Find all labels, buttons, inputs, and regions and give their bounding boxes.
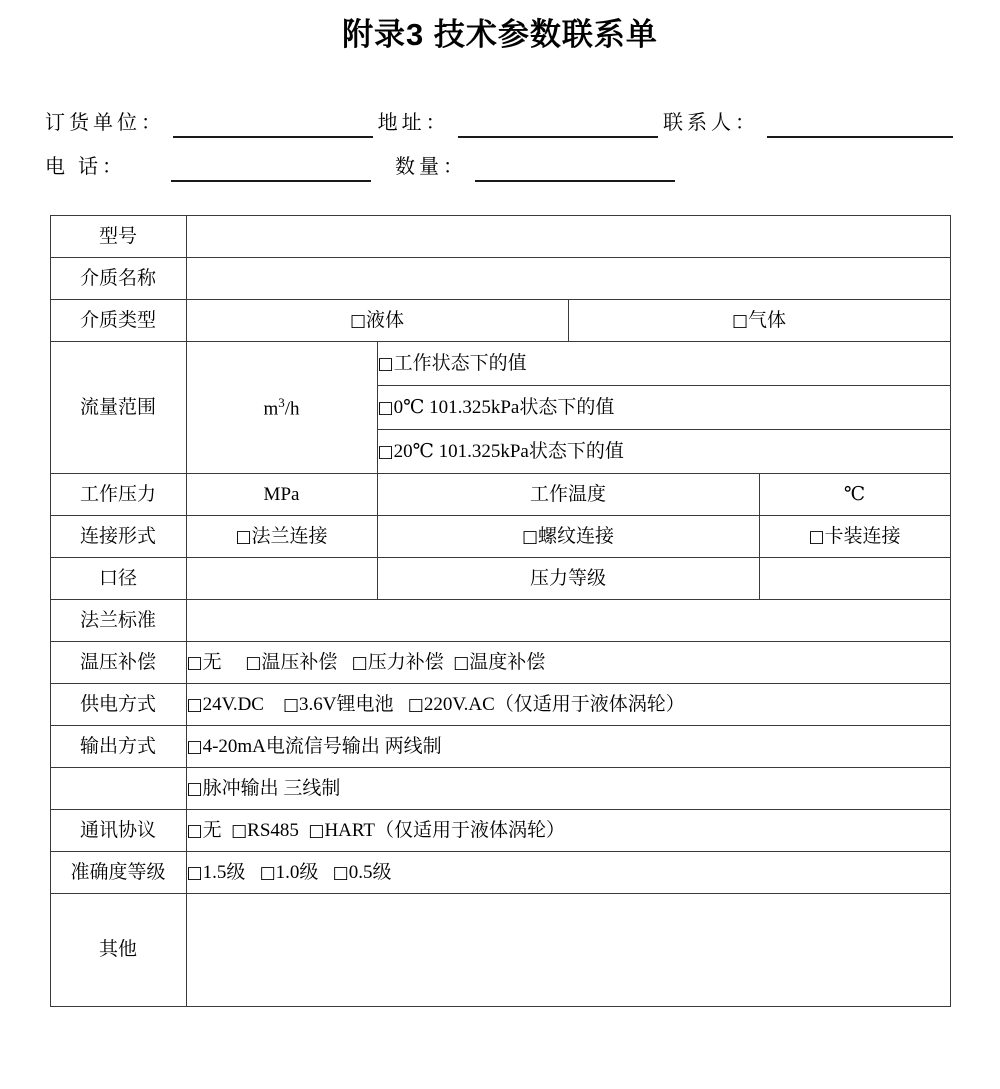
- table-row-protocol: [50, 810, 950, 852]
- checkbox-icon[interactable]: □: [186, 736, 203, 757]
- quantity-input[interactable]: [475, 154, 675, 182]
- row-label-temp-pressure-comp: 温压补偿: [50, 642, 186, 684]
- checkbox-label: 无: [202, 651, 222, 673]
- checkbox-icon[interactable]: □: [231, 820, 248, 841]
- checkbox-label: 0.5级: [348, 861, 392, 883]
- row-value-model[interactable]: [186, 216, 950, 258]
- table-row-flange-standard: [50, 600, 950, 642]
- checkbox-label: 1.5级: [202, 861, 246, 883]
- checkbox-label: 3.6V锂电池: [299, 693, 394, 715]
- checkbox-option-grade-05[interactable]: [333, 860, 392, 886]
- checkbox-label: 法兰连接: [251, 525, 328, 547]
- checkbox-option-0c-state[interactable]: [377, 386, 950, 430]
- address-input[interactable]: [458, 110, 658, 138]
- row-label-medium-name: 介质名称: [50, 258, 186, 300]
- table-row-output-type: [50, 726, 950, 768]
- table-row-power-supply: [50, 684, 950, 726]
- checkbox-label: 1.0级: [275, 861, 319, 883]
- checkbox-label: RS485: [247, 819, 299, 841]
- unit-superscript: 3: [278, 394, 285, 410]
- checkbox-option-p-comp[interactable]: [352, 650, 444, 676]
- checkbox-option-36v-battery[interactable]: [283, 692, 394, 718]
- row-label-medium-type: 介质类型: [50, 300, 186, 342]
- working-pressure-unit: MPa: [186, 474, 377, 516]
- flow-range-unit: [186, 342, 377, 474]
- checkbox-option-hart[interactable]: [308, 818, 565, 844]
- field-order-unit: [45, 110, 373, 138]
- checkbox-option-thread[interactable]: [377, 516, 759, 558]
- checkbox-label: 螺纹连接: [538, 525, 615, 547]
- header-fields: [0, 94, 1000, 182]
- checkbox-option-220vac[interactable]: [408, 692, 685, 718]
- checkbox-option-grade-10[interactable]: [260, 860, 319, 886]
- checkbox-label: 气体: [748, 309, 787, 331]
- checkbox-option-rs485[interactable]: [231, 818, 299, 844]
- checkbox-option-grade-15[interactable]: [187, 860, 246, 886]
- table-row-medium-type: [50, 300, 950, 342]
- checkbox-option-none[interactable]: [187, 650, 222, 676]
- pressure-grade-label: 压力等级: [377, 558, 759, 600]
- phone-input[interactable]: [171, 154, 371, 182]
- table-row-diameter: [50, 558, 950, 600]
- checkbox-icon[interactable]: □: [377, 353, 394, 374]
- contact-input[interactable]: [767, 110, 953, 138]
- checkbox-label: HART（仅适用于液体涡轮）: [324, 819, 566, 841]
- row-label-diameter: 口径: [50, 558, 186, 600]
- checkbox-option-t-comp[interactable]: [453, 650, 545, 676]
- row-label-flow-range: 流量范围: [50, 342, 186, 474]
- checkbox-icon[interactable]: □: [521, 526, 539, 547]
- page-title: 附录3 技术参数联系单: [342, 17, 658, 52]
- header-row-2: [45, 138, 953, 182]
- row-label-output-type-2: [50, 768, 186, 810]
- checkbox-label: 压力补偿: [367, 651, 444, 673]
- checkbox-icon[interactable]: □: [377, 441, 394, 462]
- unit-rest: /h: [284, 397, 300, 419]
- checkbox-label: 脉冲输出 三线制: [202, 777, 341, 799]
- spec-table-wrap: [50, 215, 951, 1007]
- row-label-working-pressure: 工作压力: [50, 474, 186, 516]
- checkbox-icon[interactable]: □: [259, 862, 276, 883]
- checkbox-label: 24V.DC: [202, 693, 264, 715]
- row-label-protocol: 通讯协议: [50, 810, 186, 852]
- field-address: [378, 110, 658, 138]
- table-row-flow-range-1: [50, 342, 950, 386]
- checkbox-icon[interactable]: □: [308, 820, 325, 841]
- checkbox-icon[interactable]: □: [245, 652, 262, 673]
- row-value-other[interactable]: [186, 894, 950, 1007]
- row-label-flange-standard: 法兰标准: [50, 600, 186, 642]
- checkbox-option-tp-comp[interactable]: [245, 650, 337, 676]
- checkbox-option-working-state[interactable]: [377, 342, 950, 386]
- field-phone: [45, 154, 371, 182]
- field-label-phone: 电 话：: [45, 156, 126, 178]
- checkbox-icon[interactable]: □: [186, 820, 203, 841]
- checkbox-icon[interactable]: □: [731, 310, 749, 331]
- checkbox-icon[interactable]: □: [332, 862, 349, 883]
- checkbox-label: 卡装连接: [824, 525, 901, 547]
- checkbox-option-pulse[interactable]: [186, 768, 950, 810]
- working-temperature-unit: ℃: [759, 474, 950, 516]
- checkbox-label: 工作状态下的值: [393, 352, 527, 374]
- row-label-accuracy: 准确度等级: [50, 852, 186, 894]
- field-label-quantity: 数量：: [395, 156, 467, 178]
- pressure-grade-value[interactable]: [759, 558, 950, 600]
- row-value-medium-name[interactable]: [186, 258, 950, 300]
- temp-pressure-comp-options: [186, 642, 950, 684]
- checkbox-icon[interactable]: □: [377, 397, 394, 418]
- spec-table: [50, 215, 951, 1007]
- checkbox-option-gas[interactable]: [568, 300, 950, 342]
- field-quantity: [395, 154, 675, 182]
- field-label-order-unit: 订货单位：: [45, 112, 165, 134]
- checkbox-icon[interactable]: □: [349, 310, 367, 331]
- checkbox-icon[interactable]: □: [351, 652, 368, 673]
- checkbox-label: 20℃ 101.325kPa状态下的值: [393, 440, 624, 462]
- checkbox-icon[interactable]: □: [282, 694, 300, 715]
- checkbox-icon[interactable]: □: [186, 652, 203, 673]
- checkbox-option-4-20ma[interactable]: [186, 726, 950, 768]
- checkbox-icon[interactable]: □: [186, 862, 203, 883]
- checkbox-icon[interactable]: □: [808, 526, 825, 547]
- table-row-accuracy: [50, 852, 950, 894]
- field-contact: [663, 110, 953, 138]
- working-temperature-label: 工作温度: [377, 474, 759, 516]
- order-unit-input[interactable]: [173, 110, 373, 138]
- row-value-flange-standard[interactable]: [186, 600, 950, 642]
- table-row-working-pressure: [50, 474, 950, 516]
- checkbox-label: 0℃ 101.325kPa状态下的值: [393, 396, 615, 418]
- checkbox-icon[interactable]: □: [186, 778, 203, 799]
- checkbox-option-clamp[interactable]: [759, 516, 950, 558]
- checkbox-label: 4-20mA电流信号输出 两线制: [202, 735, 442, 757]
- power-supply-options: [186, 684, 950, 726]
- table-row-output-type-2: [50, 768, 950, 810]
- row-label-power-supply: 供电方式: [50, 684, 186, 726]
- table-row-other: [50, 894, 950, 1007]
- checkbox-label: 220V.AC（仅适用于液体涡轮）: [423, 693, 685, 715]
- checkbox-option-protocol-none[interactable]: [187, 818, 222, 844]
- checkbox-icon[interactable]: □: [453, 652, 470, 673]
- row-label-connection-type: 连接形式: [50, 516, 186, 558]
- accuracy-options: [186, 852, 950, 894]
- table-row-temp-pressure-comp: [50, 642, 950, 684]
- checkbox-label: 液体: [366, 309, 405, 331]
- checkbox-icon[interactable]: □: [407, 694, 424, 715]
- table-row-medium-name: [50, 258, 950, 300]
- diameter-value[interactable]: [186, 558, 377, 600]
- field-label-address: 地址：: [377, 112, 450, 134]
- row-label-other: 其他: [50, 894, 186, 1007]
- header-row-1: [45, 94, 953, 138]
- checkbox-icon[interactable]: □: [235, 526, 252, 547]
- row-label-output-type: 输出方式: [50, 726, 186, 768]
- checkbox-label: 无: [202, 819, 222, 841]
- unit-base: m: [263, 397, 279, 419]
- checkbox-option-flange[interactable]: [186, 516, 377, 558]
- checkbox-option-20c-state[interactable]: [377, 430, 950, 474]
- checkbox-label: 温度补偿: [469, 651, 546, 673]
- protocol-options: [186, 810, 950, 852]
- field-label-contact: 联系人：: [663, 112, 759, 134]
- checkbox-option-liquid[interactable]: [186, 300, 568, 342]
- row-label-model: 型号: [50, 216, 186, 258]
- table-row-connection-type: [50, 516, 950, 558]
- checkbox-label: 温压补偿: [261, 651, 338, 673]
- checkbox-option-24vdc[interactable]: [187, 692, 264, 718]
- table-row-model: [50, 216, 950, 258]
- checkbox-icon[interactable]: □: [186, 694, 203, 715]
